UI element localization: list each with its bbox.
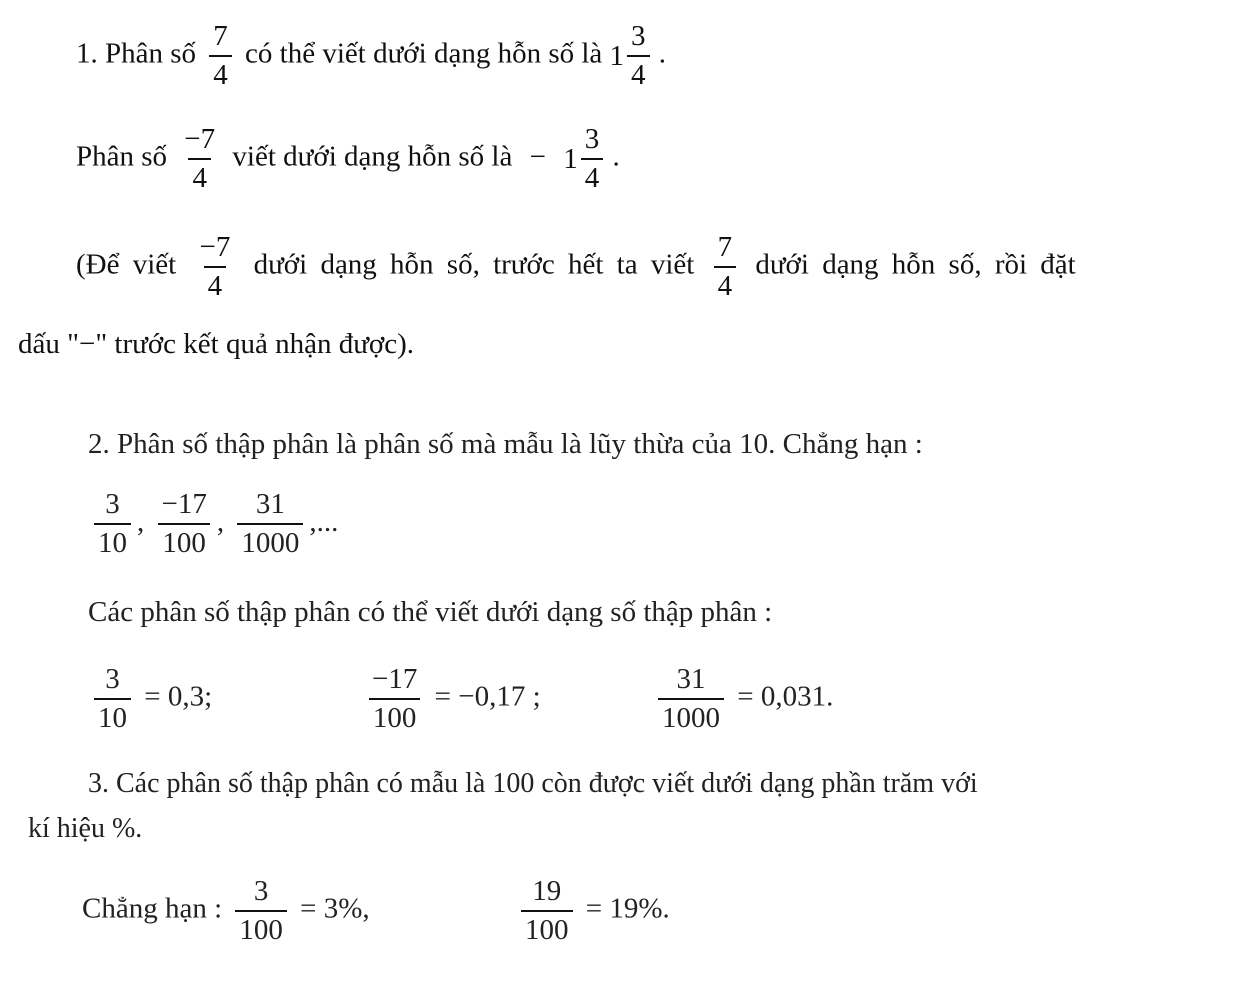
fraction-7-over-4 [714, 233, 737, 301]
mixed-number-1-3-4 [610, 22, 652, 90]
fraction-minus17-over-100 [158, 490, 211, 558]
s2-decimal-1 [88, 665, 212, 733]
denominator: 10 [94, 523, 131, 558]
s3-example-2 [515, 877, 670, 945]
s1-line3-mid: dưới dạng hỗn số, trước hết ta viết [253, 248, 695, 281]
numerator: 7 [717, 231, 733, 263]
s3-example-prefix: Chẳng hạn : [82, 892, 223, 925]
numerator: 19 [532, 875, 562, 907]
fraction-7-over-4 [209, 22, 232, 90]
s2-examples [88, 490, 338, 558]
denominator: 4 [204, 266, 227, 301]
comma: , [216, 505, 225, 538]
mixed-number-1-3-4 [563, 125, 605, 193]
numerator: 3 [105, 663, 120, 695]
mixed-fraction [627, 22, 650, 90]
numerator: −7 [184, 123, 216, 155]
fraction-19-over-100 [521, 877, 573, 945]
s3-line2: kí hiệu %. [28, 813, 143, 844]
comma: , [137, 505, 145, 538]
numerator: 3 [105, 488, 120, 520]
fraction-31-over-1000 [237, 490, 303, 558]
decimal-result: = 0,031. [737, 680, 834, 713]
fraction-31-over-1000 [658, 665, 724, 733]
s1-line3 [76, 233, 1076, 301]
denominator: 100 [235, 910, 287, 945]
percent-result: = 3%, [300, 892, 370, 925]
s1-line2-prefix: Phân số [76, 140, 168, 173]
denominator: 4 [581, 158, 604, 193]
s2-decimal-3 [652, 665, 833, 733]
s1-line2-end: . [612, 140, 620, 173]
numerator: 3 [253, 875, 269, 907]
denominator: 4 [714, 266, 737, 301]
s1-line1-end: . [658, 37, 667, 70]
denominator: 4 [188, 158, 211, 193]
mixed-fraction [581, 125, 604, 193]
ellipsis: ,... [309, 505, 339, 538]
s2-intro: 2. Phân số thập phân là phân số mà mẫu là lũy thừa của 10. Chẳng hạn : [88, 428, 923, 460]
s3-examples [82, 877, 370, 945]
numerator: 7 [213, 20, 228, 52]
fraction-minus7-over-4 [180, 125, 219, 193]
percent-result: = 19%. [585, 892, 670, 925]
mixed-whole: 1 [563, 142, 578, 175]
s1-line2-mid: viết dưới dạng hỗn số là [232, 140, 513, 173]
mixed-whole: 1 [609, 39, 625, 72]
s1-line3-end: dưới dạng hỗn số, rồi đặt [755, 248, 1076, 281]
numerator: 3 [584, 123, 600, 155]
denominator: 10 [94, 698, 131, 733]
decimal-result: = −0,17 ; [434, 680, 541, 713]
fraction-3-over-100 [235, 877, 287, 945]
denominator: 1000 [658, 698, 724, 733]
fraction-3-over-10 [94, 490, 131, 558]
s2-decimal-2 [362, 665, 541, 733]
s2-decimal-intro: Các phân số thập phân có thể viết dưới dạng số thập phân : [88, 596, 773, 628]
numerator: 3 [631, 20, 646, 52]
denominator: 4 [209, 55, 232, 90]
numerator: 31 [255, 488, 285, 520]
denominator: 100 [158, 523, 210, 558]
s1-line2 [76, 125, 620, 193]
numerator: 31 [676, 663, 706, 695]
s1-line4: dấu "−" trước kết quả nhận được). [18, 328, 415, 360]
decimal-result: = 0,3; [144, 680, 213, 713]
s1-line1 [76, 22, 666, 90]
minus-sign: − [529, 140, 546, 173]
fraction-minus17-over-100 [368, 665, 421, 733]
fraction-minus7-over-4 [195, 233, 234, 301]
s1-line1-prefix: 1. Phân số [76, 37, 197, 70]
denominator: 100 [369, 698, 421, 733]
numerator: −7 [199, 231, 231, 263]
s1-line1-mid: có thể viết dưới dạng hỗn số là [245, 37, 603, 70]
s3-line1: 3. Các phân số thập phân có mẫu là 100 còn được viết dưới dạng phần trăm với [88, 768, 978, 799]
s1-line3-prefix: (Để viết [76, 248, 177, 281]
fraction-3-over-10 [94, 665, 131, 733]
denominator: 100 [521, 910, 573, 945]
denominator: 1000 [237, 523, 303, 558]
denominator: 4 [627, 55, 650, 90]
numerator: −17 [161, 488, 207, 520]
numerator: −17 [372, 663, 418, 695]
